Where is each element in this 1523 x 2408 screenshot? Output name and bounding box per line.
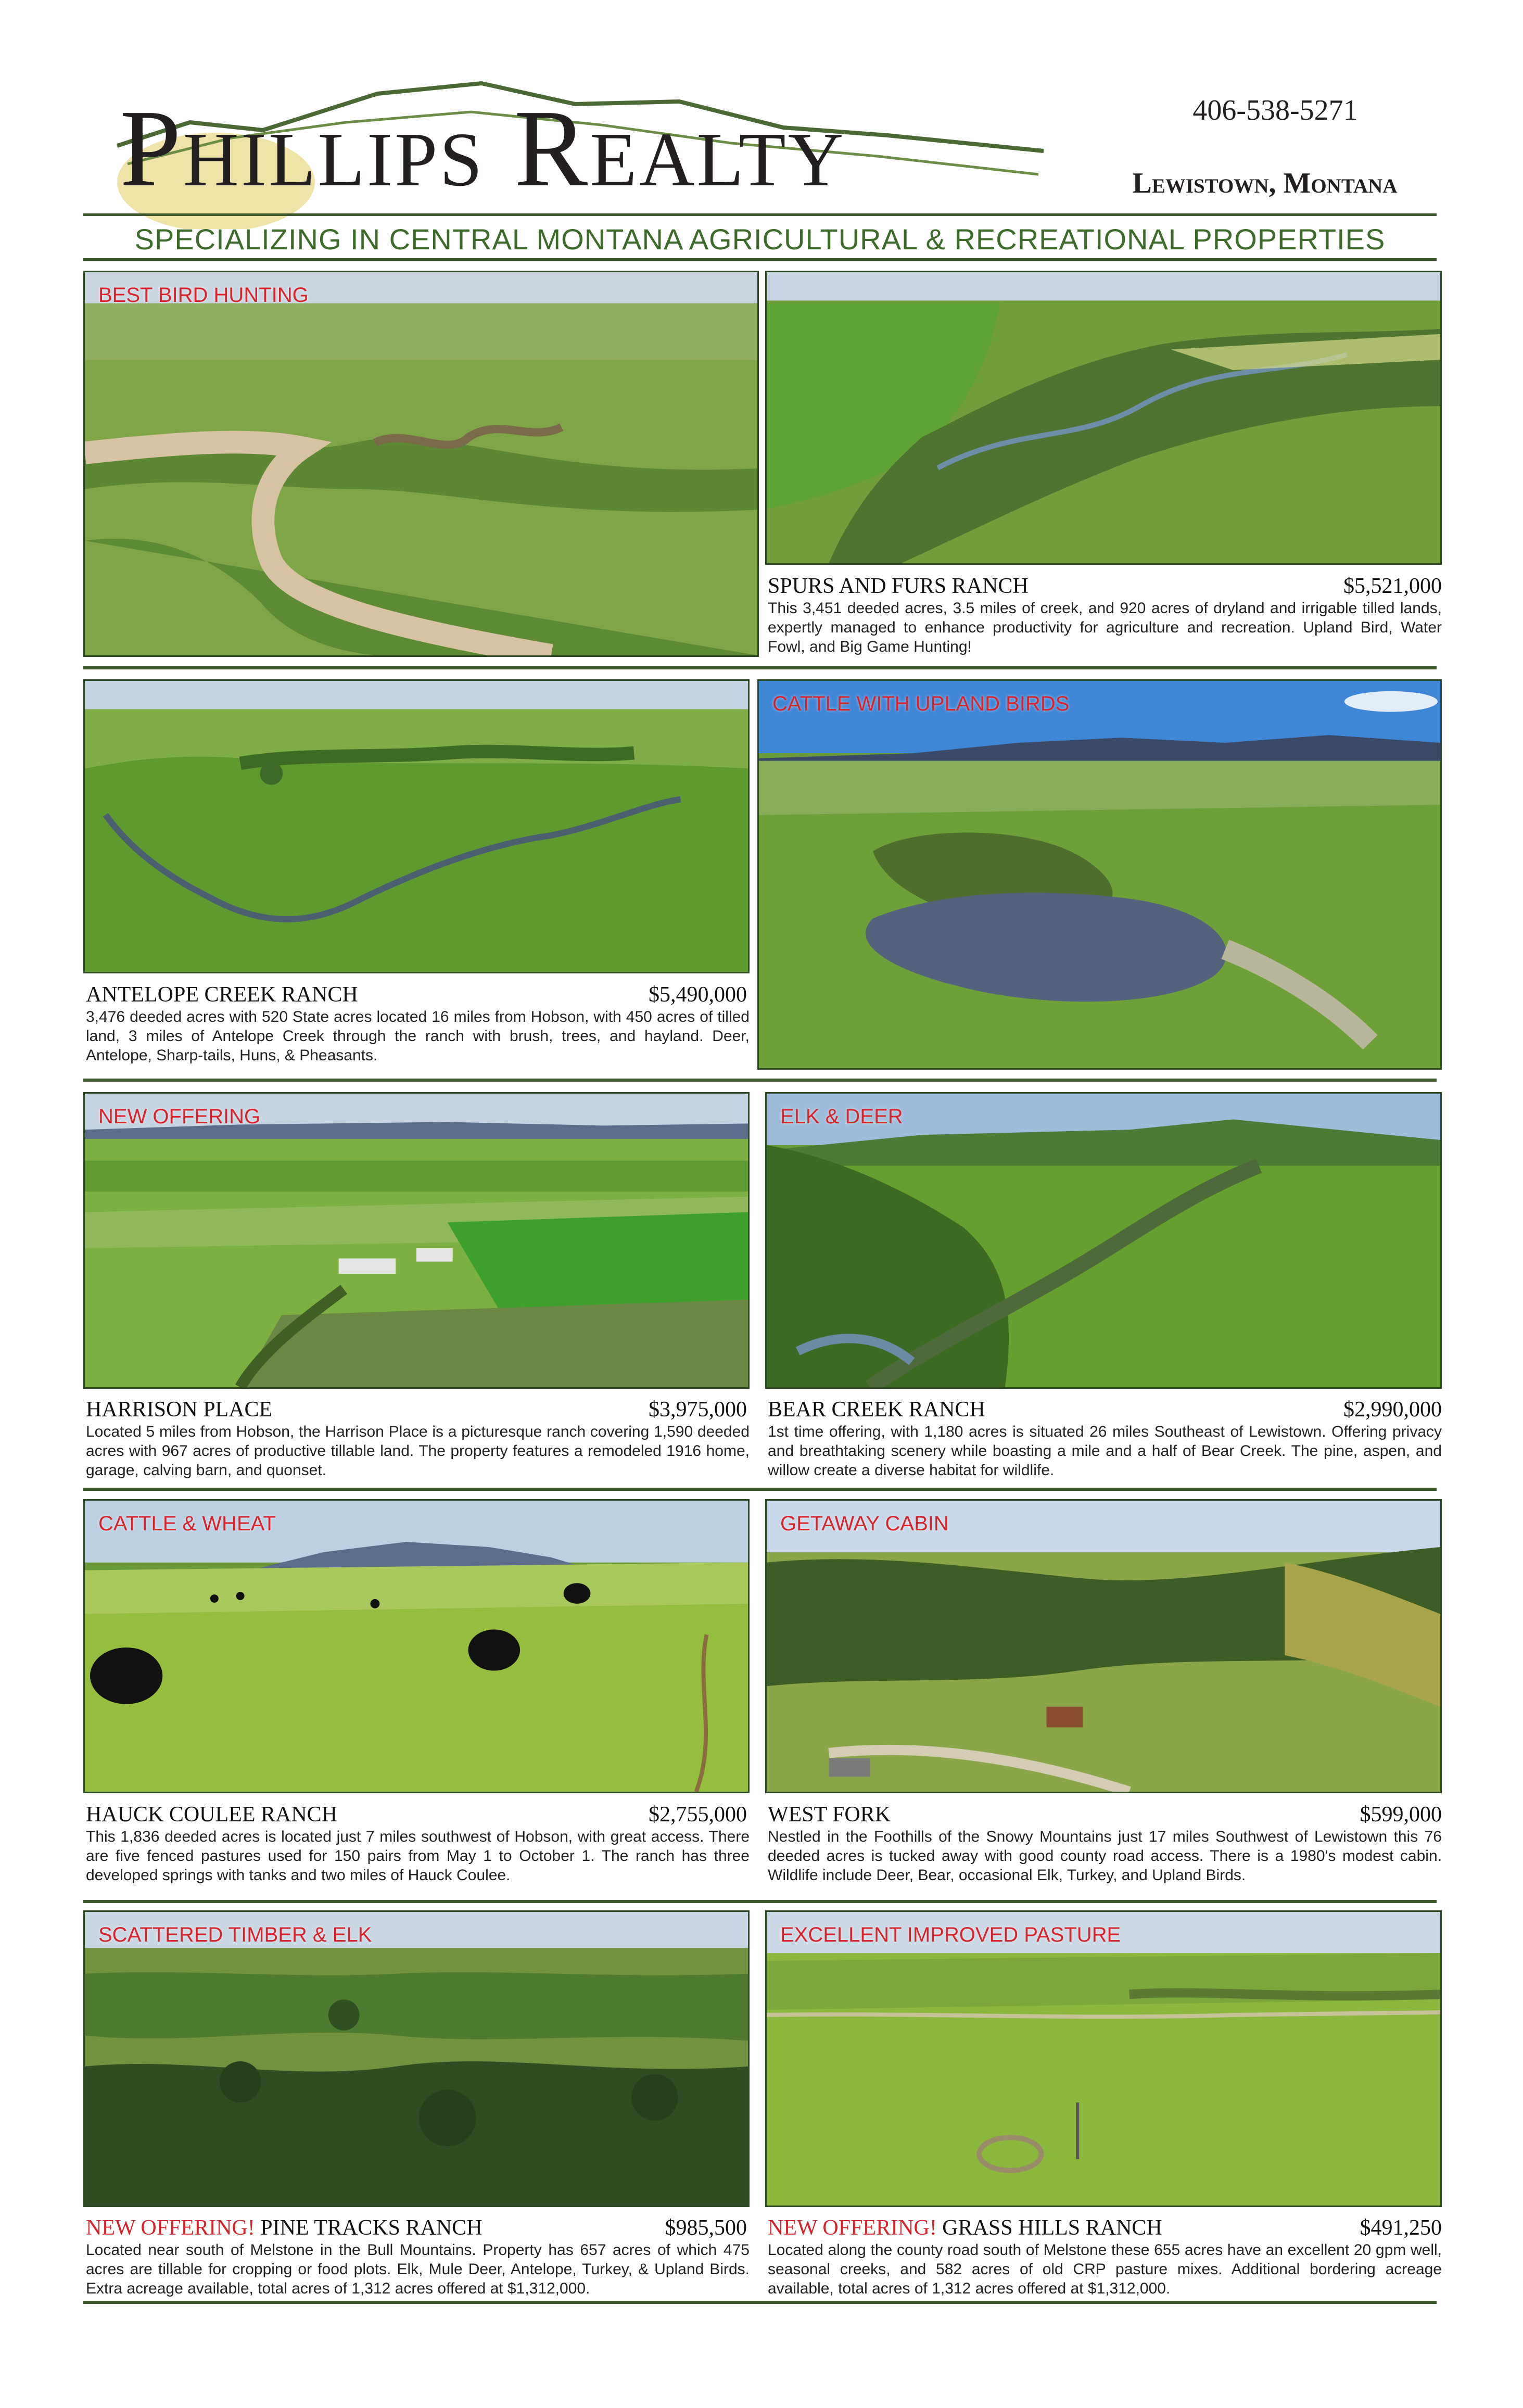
row-divider bbox=[83, 1079, 1437, 1082]
photo-west-fork bbox=[765, 1499, 1442, 1793]
tagline: SPECIALIZING IN CENTRAL MONTANA AGRICULTURAL & RECREATIONAL PROPERTIES bbox=[134, 223, 1386, 256]
photo-bird-hunting bbox=[83, 271, 759, 657]
photo-antelope-creek bbox=[83, 679, 750, 973]
listing-title bbox=[768, 2213, 1162, 2242]
badge-label: NEW OFFERING bbox=[98, 1105, 261, 1128]
listing-price: $5,521,000 bbox=[1343, 574, 1442, 598]
badge-label: SCATTERED TIMBER & ELK bbox=[98, 1923, 372, 1946]
badge-label: BEST BIRD HUNTING bbox=[98, 284, 309, 307]
listing-price: $599,000 bbox=[1360, 1803, 1442, 1827]
header-rule-top bbox=[83, 213, 1437, 216]
photo-pine-tracks bbox=[83, 1910, 750, 2207]
badge-label: EXCELLENT IMPROVED PASTURE bbox=[780, 1923, 1121, 1946]
photo-cattle-upland-birds bbox=[757, 679, 1442, 1070]
listing-title: BEAR CREEK RANCH bbox=[768, 1398, 985, 1422]
row-divider bbox=[83, 666, 1437, 669]
badge-label: CATTLE WITH UPLAND BIRDS bbox=[772, 692, 1070, 715]
listing-description: 1st time offering, with 1,180 acres is situated 26 miles Southeast of Lewistown. Offering privacy and breathtaking scenery while boasting a mile and a half of Bear Creek. The pine, aspen, and willow create a diverse habitat for wildlife. bbox=[768, 1423, 1442, 1479]
listing-price: $3,975,000 bbox=[649, 1398, 747, 1422]
listing-price: $491,250 bbox=[1360, 2216, 1442, 2240]
header-rule-bottom bbox=[83, 258, 1437, 261]
listing-title: HAUCK COULEE RANCH bbox=[86, 1803, 337, 1827]
photo-harrison-place bbox=[83, 1092, 750, 1389]
listing-description: Located near south of Melstone in the Bull Mountains. Property has 657 acres of which 475 acres are tillable for cropping or food plots. Elk, Mule Deer, Antelope, Turkey, & Upland Birds. Extra acreage available, total acres of 1,312 acres offered at $1,312,000. bbox=[86, 2241, 750, 2297]
listing-description: 3,476 deeded acres with 520 State acres located 16 miles from Hobson, with 450 acres of tilled land, 3 miles of Antelope Creek through the ranch with brush, trees, and hayland. Deer, Antelope, Sharp-tails, Huns, & Pheasants. bbox=[86, 1008, 750, 1064]
row-divider bbox=[83, 1488, 1437, 1491]
badge-label: CATTLE & WHEAT bbox=[98, 1512, 276, 1535]
listing-price: $2,755,000 bbox=[649, 1803, 747, 1827]
phone-number: 406-538-5271 bbox=[1192, 94, 1358, 126]
new-offering-label: NEW OFFERING! bbox=[86, 2216, 255, 2240]
footer-rule bbox=[83, 2301, 1437, 2304]
listing-description: Located 5 miles from Hobson, the Harrison Place is a picturesque ranch covering 1,590 deeded acres with 967 acres of productive tillable land. The property features a remodeled 1916 home, garage, calving barn, and quonset. bbox=[86, 1423, 750, 1479]
photo-bear-creek bbox=[765, 1092, 1442, 1389]
badge-label: GETAWAY CABIN bbox=[780, 1512, 949, 1535]
row-divider bbox=[83, 1900, 1437, 1903]
listing-title bbox=[86, 2213, 483, 2242]
photo-hauck-coulee bbox=[83, 1499, 750, 1793]
listing-title-text: PINE TRACKS RANCH bbox=[260, 2216, 483, 2240]
listing-title: HARRISON PLACE bbox=[86, 1398, 273, 1422]
listing-title: SPURS AND FURS RANCH bbox=[768, 574, 1029, 598]
photo-spurs-and-furs bbox=[765, 271, 1442, 565]
listing-description: Located along the county road south of Melstone these 655 acres have an excellent 20 gpm well, seasonal creeks, and 582 acres of old CRP pasture mixes. Additional bordering acreage available, total acres of 1,312 acres offered at $1,312,000. bbox=[768, 2241, 1442, 2297]
listing-description: Nestled in the Foothills of the Snowy Mountains just 17 miles Southwest of Lewistown this 76 deeded acres is tucked away with good county road access. There is a 1980's modest cabin. Wildlife include Deer, Bear, occasional Elk, Turkey, and Upland Birds. bbox=[768, 1828, 1442, 1884]
badge-label: ELK & DEER bbox=[780, 1105, 903, 1128]
photo-grass-hills bbox=[765, 1910, 1442, 2207]
listing-title: WEST FORK bbox=[768, 1803, 891, 1827]
location-text: Lewistown, Montana bbox=[1132, 167, 1398, 199]
listing-price: $985,500 bbox=[665, 2216, 747, 2240]
new-offering-label: NEW OFFERING! bbox=[768, 2216, 937, 2240]
brand-logo-text: Phillips Realty bbox=[120, 87, 846, 209]
listing-description: This 3,451 deeded acres, 3.5 miles of creek, and 920 acres of dryland and irrigable tilled lands, expertly managed to enhance productivity for agriculture and recreation. Upland Bird, Water Fowl, and Big Game Hunting! bbox=[768, 600, 1442, 655]
listing-title: ANTELOPE CREEK RANCH bbox=[86, 983, 358, 1007]
listing-price: $2,990,000 bbox=[1343, 1398, 1442, 1422]
listing-description: This 1,836 deeded acres is located just 7 miles southwest of Hobson, with great access. There are five fenced pastures used for 150 pairs from May 1 to October 1. The ranch has three developed springs with tanks and two miles of Hauck Coulee. bbox=[86, 1828, 750, 1884]
listing-title-text: GRASS HILLS RANCH bbox=[942, 2216, 1162, 2240]
listing-price: $5,490,000 bbox=[649, 983, 747, 1007]
